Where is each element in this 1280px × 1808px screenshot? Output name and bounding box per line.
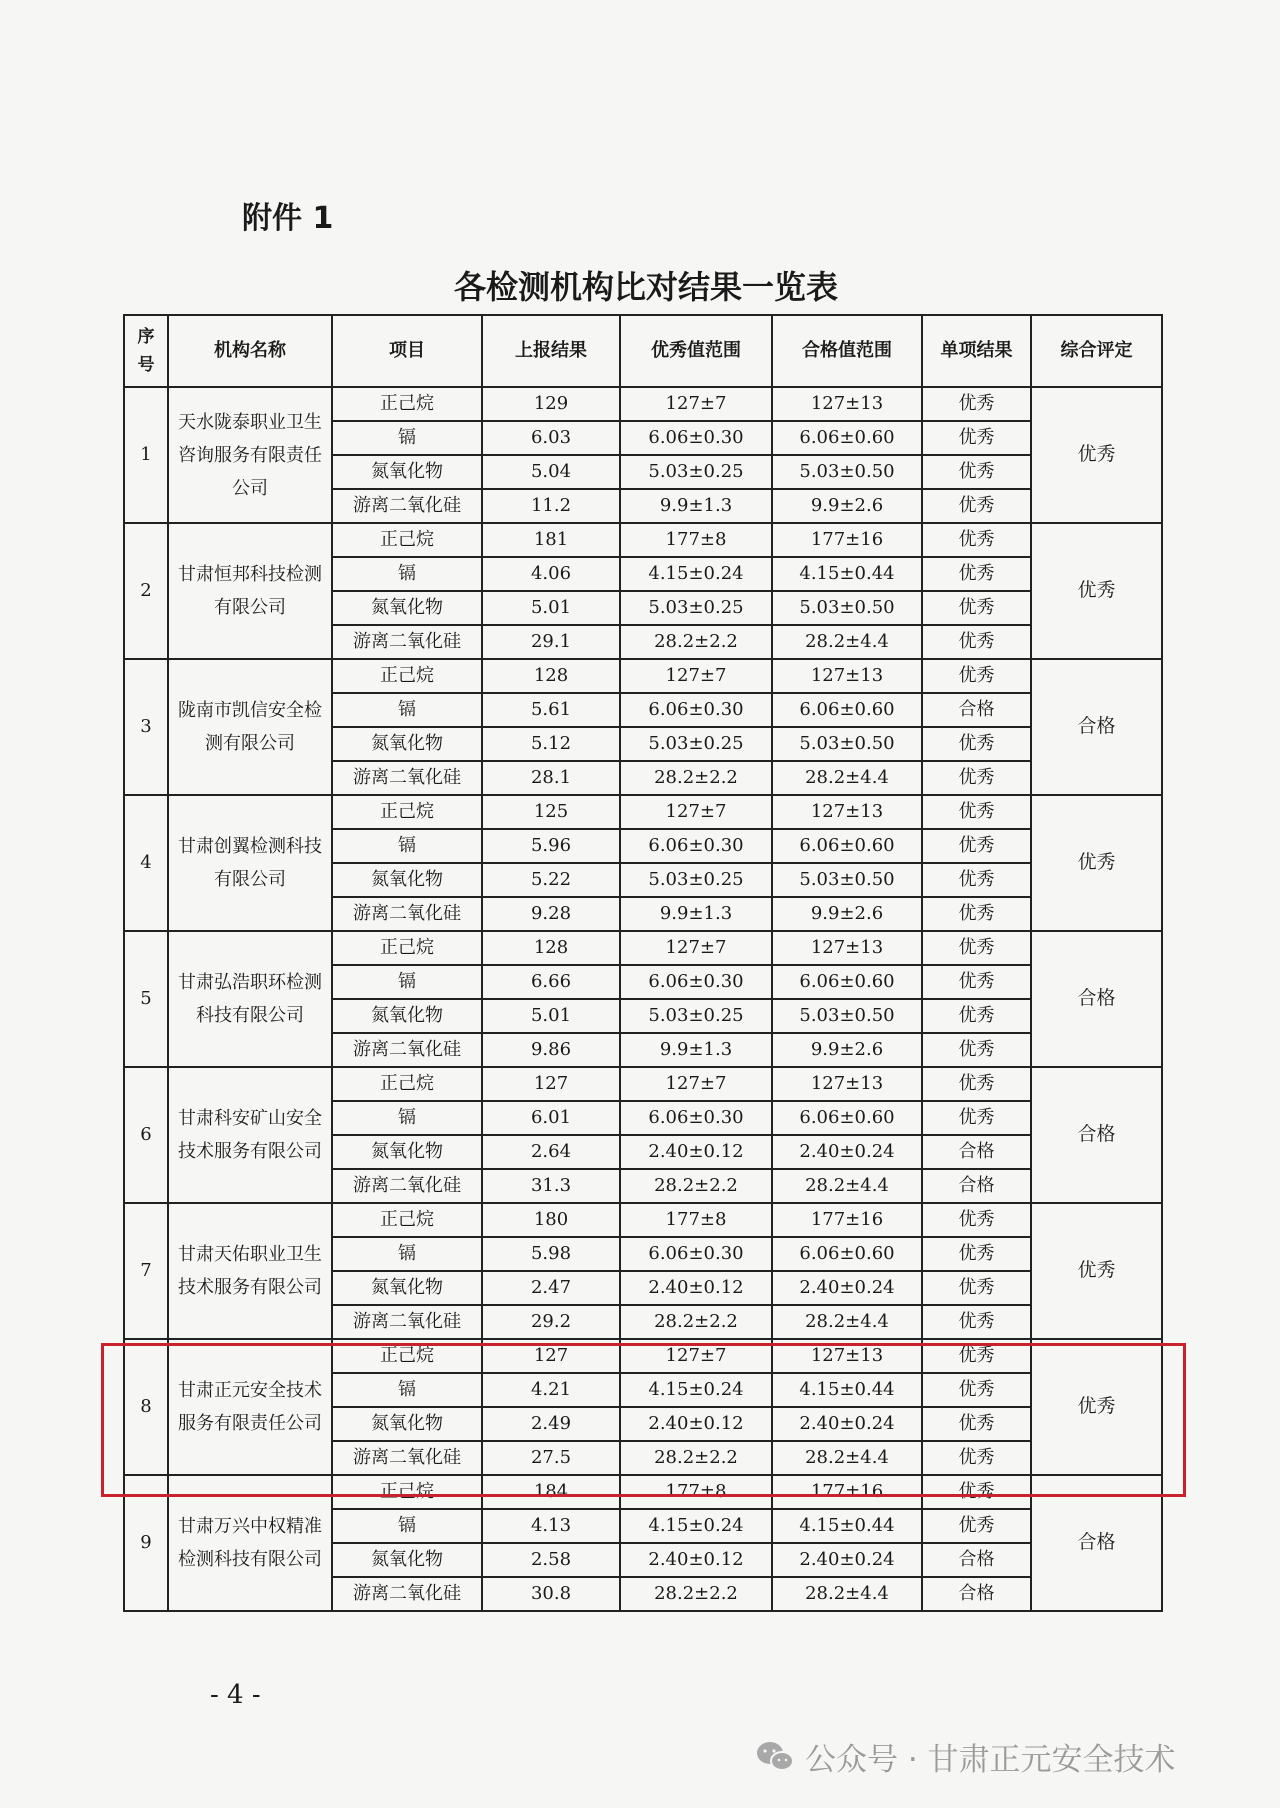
qualified-range-cell: 6.06±0.60 bbox=[772, 1237, 922, 1271]
qualified-range-cell: 6.06±0.60 bbox=[772, 693, 922, 727]
item-cell: 镉 bbox=[332, 421, 482, 455]
item-result-cell: 优秀 bbox=[922, 1101, 1031, 1135]
item-result-cell: 优秀 bbox=[922, 489, 1031, 523]
qualified-range-cell: 6.06±0.60 bbox=[772, 1101, 922, 1135]
institution-name-cell: 甘肃恒邦科技检测有限公司 bbox=[168, 523, 332, 659]
item-result-cell: 优秀 bbox=[922, 1407, 1031, 1441]
item-result-cell: 优秀 bbox=[922, 455, 1031, 489]
reported-value-cell: 6.03 bbox=[482, 421, 620, 455]
item-cell: 镉 bbox=[332, 1509, 482, 1543]
qualified-range-cell: 4.15±0.44 bbox=[772, 557, 922, 591]
reported-value-cell: 181 bbox=[482, 523, 620, 557]
qualified-range-cell: 4.15±0.44 bbox=[772, 1509, 922, 1543]
item-result-cell: 合格 bbox=[922, 1169, 1031, 1203]
excellent-range-cell: 6.06±0.30 bbox=[620, 693, 772, 727]
reported-value-cell: 29.2 bbox=[482, 1305, 620, 1339]
excellent-range-cell: 5.03±0.25 bbox=[620, 863, 772, 897]
overall-rating-cell: 优秀 bbox=[1031, 1203, 1162, 1339]
excellent-range-cell: 4.15±0.24 bbox=[620, 1509, 772, 1543]
qualified-range-cell: 9.9±2.6 bbox=[772, 1033, 922, 1067]
page-number: - 4 - bbox=[210, 1680, 261, 1710]
item-cell: 氮氧化物 bbox=[332, 863, 482, 897]
table-row bbox=[124, 931, 1162, 965]
item-cell: 镉 bbox=[332, 1101, 482, 1135]
excellent-range-cell: 2.40±0.12 bbox=[620, 1271, 772, 1305]
reported-value-cell: 5.61 bbox=[482, 693, 620, 727]
reported-value-cell: 5.01 bbox=[482, 999, 620, 1033]
item-cell: 正己烷 bbox=[332, 1067, 482, 1101]
wechat-icon bbox=[755, 1740, 795, 1774]
institution-number-cell: 7 bbox=[124, 1203, 168, 1339]
qualified-range-cell: 6.06±0.60 bbox=[772, 965, 922, 999]
excellent-range-cell: 6.06±0.30 bbox=[620, 1101, 772, 1135]
reported-value-cell: 127 bbox=[482, 1339, 620, 1373]
excellent-range-cell: 2.40±0.12 bbox=[620, 1135, 772, 1169]
qualified-range-cell: 177±16 bbox=[772, 1203, 922, 1237]
qualified-range-cell: 127±13 bbox=[772, 387, 922, 421]
reported-value-cell: 9.86 bbox=[482, 1033, 620, 1067]
item-cell: 氮氧化物 bbox=[332, 1271, 482, 1305]
qualified-range-cell: 177±16 bbox=[772, 1475, 922, 1509]
reported-value-cell: 128 bbox=[482, 659, 620, 693]
excellent-range-cell: 177±8 bbox=[620, 1203, 772, 1237]
item-result-cell: 优秀 bbox=[922, 387, 1031, 421]
excellent-range-cell: 9.9±1.3 bbox=[620, 489, 772, 523]
excellent-range-cell: 127±7 bbox=[620, 387, 772, 421]
excellent-range-cell: 28.2±2.2 bbox=[620, 761, 772, 795]
reported-value-cell: 2.64 bbox=[482, 1135, 620, 1169]
reported-value-cell: 6.01 bbox=[482, 1101, 620, 1135]
excellent-range-cell: 28.2±2.2 bbox=[620, 625, 772, 659]
reported-value-cell: 2.47 bbox=[482, 1271, 620, 1305]
header-excellent-range: 优秀值范围 bbox=[620, 315, 772, 387]
item-cell: 游离二氧化硅 bbox=[332, 761, 482, 795]
item-cell: 游离二氧化硅 bbox=[332, 1305, 482, 1339]
qualified-range-cell: 28.2±4.4 bbox=[772, 1169, 922, 1203]
institution-name-cell: 陇南市凯信安全检测有限公司 bbox=[168, 659, 332, 795]
header-item: 项目 bbox=[332, 315, 482, 387]
institution-number-cell: 3 bbox=[124, 659, 168, 795]
item-cell: 游离二氧化硅 bbox=[332, 1441, 482, 1475]
highlight-box bbox=[101, 1343, 1186, 1497]
item-result-cell: 优秀 bbox=[922, 829, 1031, 863]
excellent-range-cell: 127±7 bbox=[620, 795, 772, 829]
item-result-cell: 合格 bbox=[922, 1135, 1031, 1169]
item-result-cell: 优秀 bbox=[922, 1237, 1031, 1271]
table-row bbox=[124, 387, 1162, 421]
item-cell: 氮氧化物 bbox=[332, 999, 482, 1033]
excellent-range-cell: 177±8 bbox=[620, 523, 772, 557]
item-cell: 镉 bbox=[332, 557, 482, 591]
item-cell: 正己烷 bbox=[332, 1339, 482, 1373]
overall-rating-cell: 合格 bbox=[1031, 931, 1162, 1067]
excellent-range-cell: 9.9±1.3 bbox=[620, 1033, 772, 1067]
item-cell: 正己烷 bbox=[332, 931, 482, 965]
excellent-range-cell: 6.06±0.30 bbox=[620, 965, 772, 999]
reported-value-cell: 127 bbox=[482, 1067, 620, 1101]
table-row bbox=[124, 523, 1162, 557]
item-result-cell: 优秀 bbox=[922, 1475, 1031, 1509]
excellent-range-cell: 4.15±0.24 bbox=[620, 557, 772, 591]
reported-value-cell: 9.28 bbox=[482, 897, 620, 931]
reported-value-cell: 125 bbox=[482, 795, 620, 829]
qualified-range-cell: 127±13 bbox=[772, 1067, 922, 1101]
institution-number-cell: 1 bbox=[124, 387, 168, 523]
overall-rating-cell: 合格 bbox=[1031, 659, 1162, 795]
institution-number-cell: 9 bbox=[124, 1475, 168, 1611]
excellent-range-cell: 5.03±0.25 bbox=[620, 727, 772, 761]
overall-rating-cell: 优秀 bbox=[1031, 1339, 1162, 1475]
item-result-cell: 优秀 bbox=[922, 727, 1031, 761]
qualified-range-cell: 9.9±2.6 bbox=[772, 897, 922, 931]
reported-value-cell: 5.01 bbox=[482, 591, 620, 625]
excellent-range-cell: 5.03±0.25 bbox=[620, 999, 772, 1033]
qualified-range-cell: 177±16 bbox=[772, 523, 922, 557]
institution-name-cell: 甘肃科安矿山安全技术服务有限公司 bbox=[168, 1067, 332, 1203]
institution-name-cell: 甘肃万兴中权精准检测科技有限公司 bbox=[168, 1475, 332, 1611]
qualified-range-cell: 5.03±0.50 bbox=[772, 999, 922, 1033]
table-row bbox=[124, 1067, 1162, 1101]
qualified-range-cell: 28.2±4.4 bbox=[772, 1577, 922, 1611]
header-no: 序号 bbox=[124, 315, 168, 387]
institution-name-cell: 天水陇泰职业卫生咨询服务有限责任公司 bbox=[168, 387, 332, 523]
qualified-range-cell: 28.2±4.4 bbox=[772, 625, 922, 659]
item-cell: 镉 bbox=[332, 1373, 482, 1407]
item-result-cell: 优秀 bbox=[922, 1203, 1031, 1237]
reported-value-cell: 184 bbox=[482, 1475, 620, 1509]
item-cell: 氮氧化物 bbox=[332, 727, 482, 761]
excellent-range-cell: 6.06±0.30 bbox=[620, 421, 772, 455]
institution-name-cell: 甘肃创翼检测科技有限公司 bbox=[168, 795, 332, 931]
qualified-range-cell: 2.40±0.24 bbox=[772, 1407, 922, 1441]
table-row bbox=[124, 1203, 1162, 1237]
excellent-range-cell: 9.9±1.3 bbox=[620, 897, 772, 931]
excellent-range-cell: 127±7 bbox=[620, 1339, 772, 1373]
item-result-cell: 优秀 bbox=[922, 625, 1031, 659]
reported-value-cell: 4.21 bbox=[482, 1373, 620, 1407]
item-cell: 游离二氧化硅 bbox=[332, 625, 482, 659]
excellent-range-cell: 127±7 bbox=[620, 1067, 772, 1101]
header-reported: 上报结果 bbox=[482, 315, 620, 387]
item-cell: 游离二氧化硅 bbox=[332, 1577, 482, 1611]
reported-value-cell: 128 bbox=[482, 931, 620, 965]
qualified-range-cell: 2.40±0.24 bbox=[772, 1543, 922, 1577]
item-cell: 正己烷 bbox=[332, 523, 482, 557]
qualified-range-cell: 2.40±0.24 bbox=[772, 1271, 922, 1305]
table-header-row bbox=[124, 315, 1162, 387]
item-result-cell: 优秀 bbox=[922, 591, 1031, 625]
reported-value-cell: 2.49 bbox=[482, 1407, 620, 1441]
reported-value-cell: 5.04 bbox=[482, 455, 620, 489]
watermark-text: 公众号 · 甘肃正元安全技术 bbox=[805, 1742, 1176, 1778]
item-result-cell: 优秀 bbox=[922, 965, 1031, 999]
item-cell: 游离二氧化硅 bbox=[332, 897, 482, 931]
qualified-range-cell: 6.06±0.60 bbox=[772, 829, 922, 863]
item-cell: 镉 bbox=[332, 965, 482, 999]
qualified-range-cell: 5.03±0.50 bbox=[772, 455, 922, 489]
item-cell: 氮氧化物 bbox=[332, 455, 482, 489]
institution-name-cell: 甘肃天佑职业卫生技术服务有限公司 bbox=[168, 1203, 332, 1339]
excellent-range-cell: 2.40±0.12 bbox=[620, 1407, 772, 1441]
excellent-range-cell: 4.15±0.24 bbox=[620, 1373, 772, 1407]
item-cell: 镉 bbox=[332, 693, 482, 727]
institution-number-cell: 6 bbox=[124, 1067, 168, 1203]
page-title: 各检测机构比对结果一览表 bbox=[453, 268, 838, 306]
reported-value-cell: 180 bbox=[482, 1203, 620, 1237]
reported-value-cell: 28.1 bbox=[482, 761, 620, 795]
qualified-range-cell: 2.40±0.24 bbox=[772, 1135, 922, 1169]
item-result-cell: 优秀 bbox=[922, 863, 1031, 897]
item-cell: 氮氧化物 bbox=[332, 591, 482, 625]
reported-value-cell: 4.13 bbox=[482, 1509, 620, 1543]
header-qualified-range: 合格值范围 bbox=[772, 315, 922, 387]
reported-value-cell: 30.8 bbox=[482, 1577, 620, 1611]
qualified-range-cell: 5.03±0.50 bbox=[772, 591, 922, 625]
item-cell: 游离二氧化硅 bbox=[332, 489, 482, 523]
item-cell: 正己烷 bbox=[332, 1475, 482, 1509]
item-cell: 正己烷 bbox=[332, 387, 482, 421]
item-result-cell: 优秀 bbox=[922, 931, 1031, 965]
item-result-cell: 优秀 bbox=[922, 795, 1031, 829]
item-result-cell: 优秀 bbox=[922, 659, 1031, 693]
item-result-cell: 优秀 bbox=[922, 1373, 1031, 1407]
reported-value-cell: 5.98 bbox=[482, 1237, 620, 1271]
item-cell: 镉 bbox=[332, 1237, 482, 1271]
item-result-cell: 优秀 bbox=[922, 897, 1031, 931]
item-cell: 氮氧化物 bbox=[332, 1135, 482, 1169]
excellent-range-cell: 28.2±2.2 bbox=[620, 1305, 772, 1339]
item-cell: 氮氧化物 bbox=[332, 1407, 482, 1441]
item-result-cell: 优秀 bbox=[922, 1305, 1031, 1339]
institution-number-cell: 2 bbox=[124, 523, 168, 659]
reported-value-cell: 11.2 bbox=[482, 489, 620, 523]
excellent-range-cell: 177±8 bbox=[620, 1475, 772, 1509]
watermark bbox=[755, 1734, 1176, 1779]
header-item-result: 单项结果 bbox=[922, 315, 1031, 387]
qualified-range-cell: 6.06±0.60 bbox=[772, 421, 922, 455]
item-cell: 氮氧化物 bbox=[332, 1543, 482, 1577]
item-result-cell: 合格 bbox=[922, 693, 1031, 727]
reported-value-cell: 2.58 bbox=[482, 1543, 620, 1577]
item-cell: 正己烷 bbox=[332, 1203, 482, 1237]
item-result-cell: 优秀 bbox=[922, 999, 1031, 1033]
item-cell: 游离二氧化硅 bbox=[332, 1033, 482, 1067]
reported-value-cell: 5.96 bbox=[482, 829, 620, 863]
item-cell: 正己烷 bbox=[332, 659, 482, 693]
item-cell: 正己烷 bbox=[332, 795, 482, 829]
item-cell: 镉 bbox=[332, 829, 482, 863]
excellent-range-cell: 6.06±0.30 bbox=[620, 1237, 772, 1271]
overall-rating-cell: 合格 bbox=[1031, 1067, 1162, 1203]
table-row bbox=[124, 795, 1162, 829]
qualified-range-cell: 127±13 bbox=[772, 1339, 922, 1373]
excellent-range-cell: 127±7 bbox=[620, 659, 772, 693]
excellent-range-cell: 28.2±2.2 bbox=[620, 1577, 772, 1611]
reported-value-cell: 5.22 bbox=[482, 863, 620, 897]
excellent-range-cell: 127±7 bbox=[620, 931, 772, 965]
reported-value-cell: 129 bbox=[482, 387, 620, 421]
overall-rating-cell: 优秀 bbox=[1031, 387, 1162, 523]
institution-number-cell: 4 bbox=[124, 795, 168, 931]
item-result-cell: 优秀 bbox=[922, 1271, 1031, 1305]
qualified-range-cell: 5.03±0.50 bbox=[772, 863, 922, 897]
excellent-range-cell: 6.06±0.30 bbox=[620, 829, 772, 863]
reported-value-cell: 29.1 bbox=[482, 625, 620, 659]
item-cell: 游离二氧化硅 bbox=[332, 1169, 482, 1203]
reported-value-cell: 5.12 bbox=[482, 727, 620, 761]
attachment-label: 附件 1 bbox=[242, 201, 334, 236]
item-result-cell: 优秀 bbox=[922, 1067, 1031, 1101]
item-result-cell: 优秀 bbox=[922, 1033, 1031, 1067]
reported-value-cell: 27.5 bbox=[482, 1441, 620, 1475]
excellent-range-cell: 2.40±0.12 bbox=[620, 1543, 772, 1577]
institution-number-cell: 5 bbox=[124, 931, 168, 1067]
overall-rating-cell: 优秀 bbox=[1031, 795, 1162, 931]
institution-name-cell: 甘肃弘浩职环检测科技有限公司 bbox=[168, 931, 332, 1067]
overall-rating-cell: 优秀 bbox=[1031, 523, 1162, 659]
qualified-range-cell: 28.2±4.4 bbox=[772, 1441, 922, 1475]
item-result-cell: 优秀 bbox=[922, 557, 1031, 591]
item-result-cell: 合格 bbox=[922, 1577, 1031, 1611]
item-result-cell: 合格 bbox=[922, 1543, 1031, 1577]
header-name: 机构名称 bbox=[168, 315, 332, 387]
excellent-range-cell: 28.2±2.2 bbox=[620, 1169, 772, 1203]
item-result-cell: 优秀 bbox=[922, 421, 1031, 455]
excellent-range-cell: 5.03±0.25 bbox=[620, 455, 772, 489]
reported-value-cell: 31.3 bbox=[482, 1169, 620, 1203]
qualified-range-cell: 4.15±0.44 bbox=[772, 1373, 922, 1407]
table-row bbox=[124, 659, 1162, 693]
item-result-cell: 优秀 bbox=[922, 1509, 1031, 1543]
header-overall: 综合评定 bbox=[1031, 315, 1162, 387]
qualified-range-cell: 127±13 bbox=[772, 795, 922, 829]
item-result-cell: 优秀 bbox=[922, 761, 1031, 795]
qualified-range-cell: 28.2±4.4 bbox=[772, 761, 922, 795]
qualified-range-cell: 127±13 bbox=[772, 931, 922, 965]
institution-name-cell: 甘肃正元安全技术服务有限责任公司 bbox=[168, 1339, 332, 1475]
excellent-range-cell: 5.03±0.25 bbox=[620, 591, 772, 625]
overall-rating-cell: 合格 bbox=[1031, 1475, 1162, 1611]
excellent-range-cell: 28.2±2.2 bbox=[620, 1441, 772, 1475]
reported-value-cell: 4.06 bbox=[482, 557, 620, 591]
qualified-range-cell: 28.2±4.4 bbox=[772, 1305, 922, 1339]
reported-value-cell: 6.66 bbox=[482, 965, 620, 999]
item-result-cell: 优秀 bbox=[922, 1441, 1031, 1475]
qualified-range-cell: 127±13 bbox=[772, 659, 922, 693]
institution-number-cell: 8 bbox=[124, 1339, 168, 1475]
item-result-cell: 优秀 bbox=[922, 1339, 1031, 1373]
item-result-cell: 优秀 bbox=[922, 523, 1031, 557]
qualified-range-cell: 5.03±0.50 bbox=[772, 727, 922, 761]
qualified-range-cell: 9.9±2.6 bbox=[772, 489, 922, 523]
